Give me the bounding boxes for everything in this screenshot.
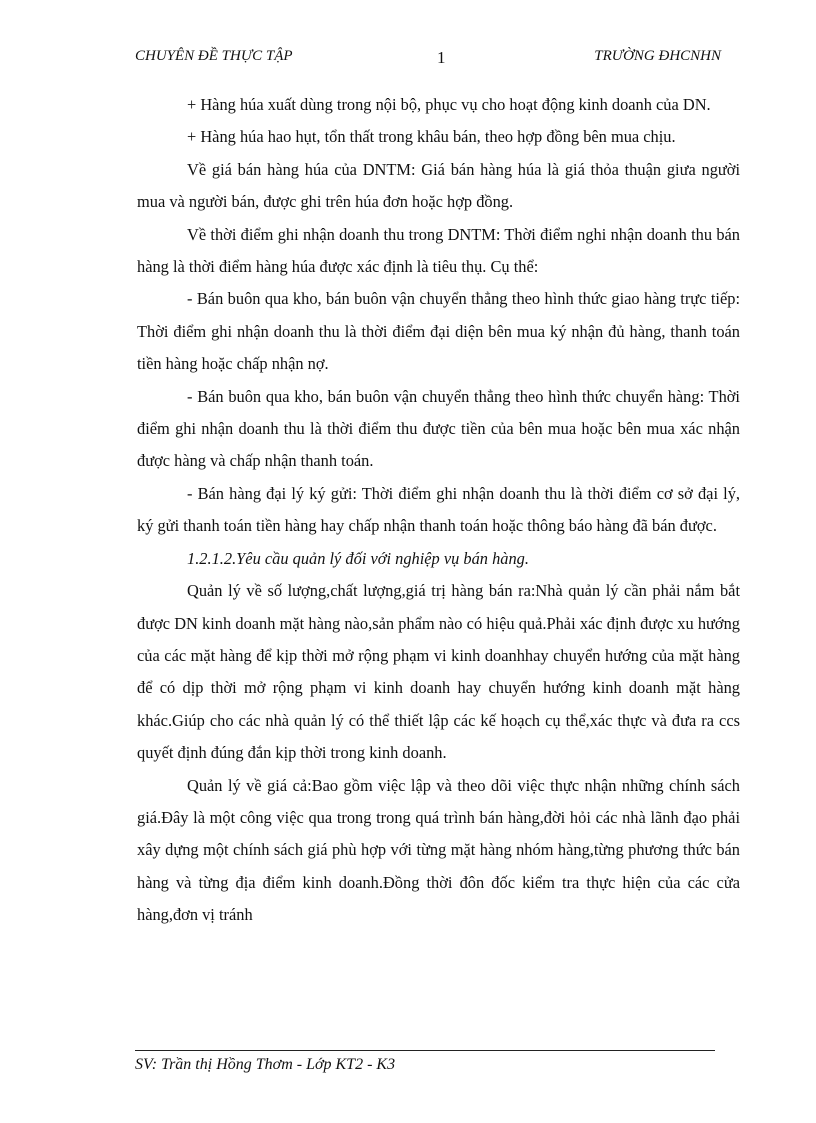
paragraph-price-management: Quản lý về giá cả:Bao gồm việc lập và theo dõi việc thực nhận những chính sách giá.Đây là một công việc qua trong trong quá trình bán hàng,đời hỏi các nhà lãnh đạo phải xây dựng một chính sách giá phù hợp với từng mặt hàng nhóm hàng,từng phương thức bán hàng và từng địa điểm kinh doanh.Đồng thời đôn đốc kiểm tra thực hiện của các cửa hàng,đơn vị tránh — [137, 775, 740, 925]
paragraph-revenue-timing: Về thời điểm ghi nhận doanh thu trong DNTM: Thời điểm nghi nhận doanh thu bán hàng là thời điểm hàng húa được xác định là tiêu thụ. Cụ thể: — [137, 224, 740, 277]
paragraph-quantity-management: Quản lý về số lượng,chất lượng,giá trị hàng bán ra:Nhà quản lý cần phải nắm bắt được DN kinh doanh mặt hàng nào,sản phẩm nào có hiệu quả.Phải xác định được xu hướng của các mặt hàng để kịp thời mở rộng phạm vi kinh doanhhay chuyển hướng của mặt hàng để có dịp thời mở rộng phạm vi kinh doanh hay chuyển hướng kinh doanh mặt hàng khác.Giúp cho các nhà quản lý có thể thiết lập các kế hoạch cụ thể,xác thực và đưa ra ccs quyết định đúng đắn kịp thời trong kinh doanh. — [137, 581, 740, 763]
header-school: TRƯỜNG ĐHCNHN — [594, 48, 721, 64]
page-number: 1 — [437, 48, 446, 67]
section-heading: 1.2.1.2.Yêu cầu quản lý đối với nghiệp vụ bán hàng. — [187, 548, 529, 568]
paragraph-wholesale-shipping: - Bán buôn qua kho, bán buôn vận chuyển thẳng theo hình thức chuyển hàng: Thời điểm ghi nhận doanh thu là thời điểm thu được tiền của bên mua hoặc bên mua xác nhận được hàng và chấp nhận thanh toán. — [137, 386, 740, 471]
page-footer: SV: Trần thị Hồng Thơm - Lớp KT2 - K3 — [135, 1056, 396, 1073]
paragraph-loss: + Hàng húa hao hụt, tổn thất trong khâu bán, theo hợp đồng bên mua chịu. — [187, 127, 676, 147]
paragraph-wholesale-direct: - Bán buôn qua kho, bán buôn vận chuyển thẳng theo hình thức giao hàng trực tiếp: Thời điểm ghi nhận doanh thu là thời điểm đại diện bên mua ký nhận đủ hàng, thanh toán tiền hàng hoặc chấp nhận nợ. — [137, 289, 740, 374]
paragraph-internal-use: + Hàng húa xuất dùng trong nội bộ, phục vụ cho hoạt động kinh doanh của DN. — [187, 95, 711, 114]
header-title: CHUYÊN ĐỀ THỰC TẬP — [135, 48, 293, 64]
paragraph-consignment: - Bán hàng đại lý ký gửi: Thời điểm ghi nhận doanh thu là thời điểm cơ sở đại lý, ký gửi thanh toán tiền hàng hay chấp nhận thanh toán hoặc thông báo hàng đã bán được. — [137, 483, 740, 536]
paragraph-selling-price: Về giá bán hàng húa của DNTM: Giá bán hàng húa là giá thỏa thuận giưa người mua và người bán, được ghi trên húa đơn hoặc hợp đồng. — [137, 159, 740, 212]
footer-divider — [135, 1050, 715, 1051]
page-header — [135, 48, 721, 72]
document-body — [137, 89, 740, 932]
